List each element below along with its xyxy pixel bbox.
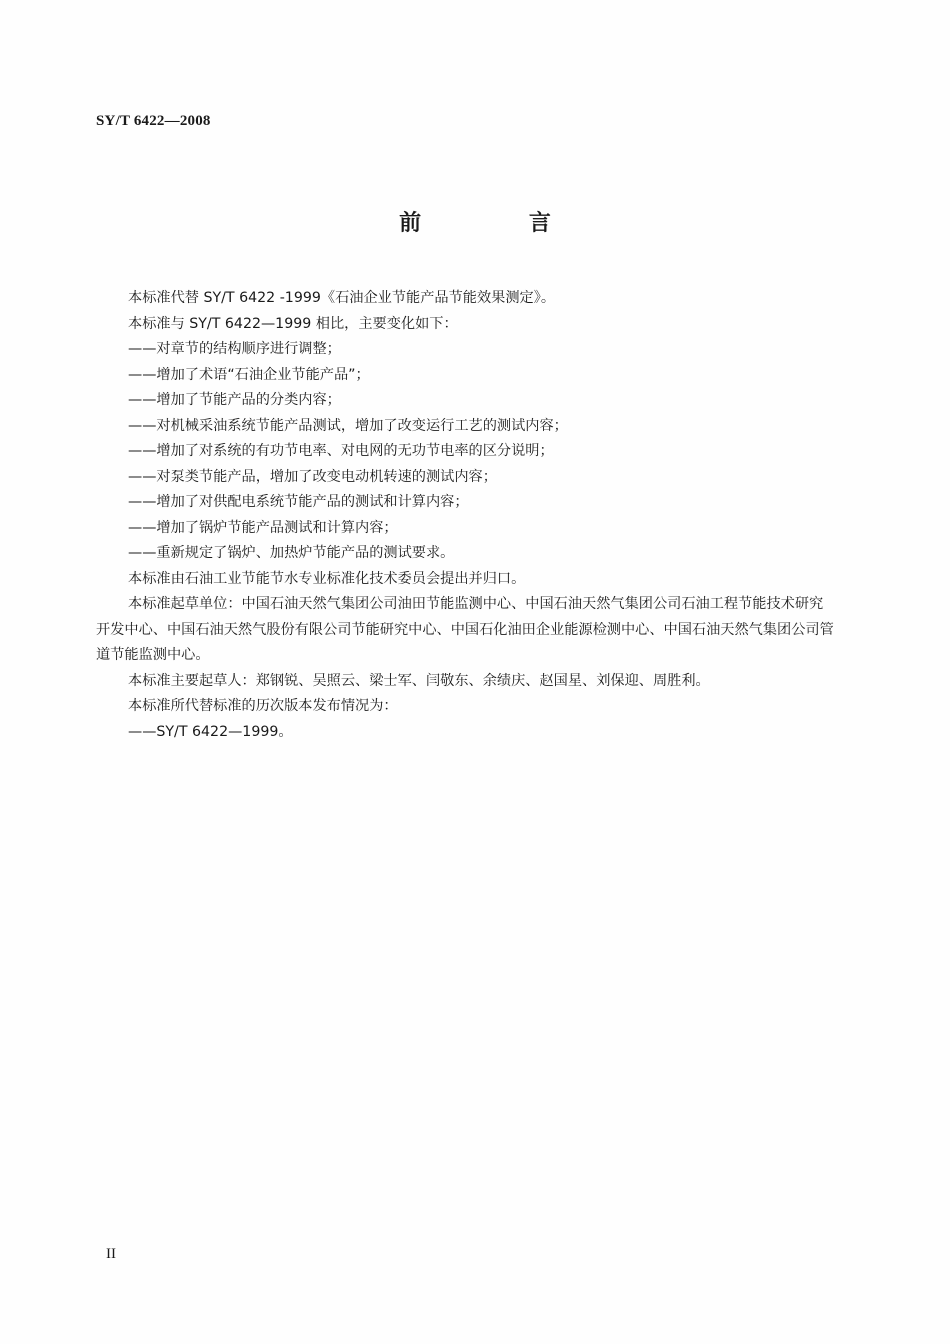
history-item: ——SY/T 6422—1999。: [128, 723, 293, 740]
change-item: ——增加了术语“石油企业节能产品”；: [128, 366, 370, 383]
change-item: ——增加了对供配电系统节能产品的测试和计算内容；: [128, 494, 469, 510]
page-title: 前 言: [399, 211, 601, 236]
change-item: ——重新规定了锅炉、加热炉节能产品的测试要求。: [128, 545, 455, 561]
paragraph-history-intro: 本标准所代替标准的历次版本发布情况为：: [128, 698, 398, 714]
change-item: ——增加了锅炉节能产品测试和计算内容；: [128, 519, 398, 536]
paragraph-changes-intro: 本标准与 SY/T 6422—1999 相比，主要变化如下：: [128, 315, 458, 332]
change-item: ——对章节的结构顺序进行调整；: [128, 341, 341, 357]
paragraph-drafters: 本标准主要起草人：郑钢锐、吴照云、梁士军、闫敬东、余绩庆、赵国星、刘保迎、周胜利。: [128, 672, 710, 689]
change-item: ——对机械采油系统节能产品测试，增加了改变运行工艺的测试内容；: [128, 417, 568, 434]
change-item: ——增加了节能产品的分类内容；: [128, 392, 341, 408]
paragraph-drafting-units: 本标准起草单位：中国石油天然气集团公司油田节能监测中心、中国石油天然气集团公司石油工程节能技术研究开发中心、中国石油天然气股份有限公司节能研究中心、中国石化油田企业能源检测中心、中国石油天然气集团公司管道节能监测中心。: [96, 596, 834, 663]
paragraph-replaces: 本标准代替 SY/T 6422 -1999《石油企业节能产品节能效果测定》。: [128, 290, 556, 306]
change-item: ——对泵类节能产品，增加了改变电动机转速的测试内容；: [128, 468, 497, 485]
paragraph-proposed-by: 本标准由石油工业节能节水专业标准化技术委员会提出并归口。: [128, 570, 526, 587]
standard-code: SY/T 6422—2008: [96, 113, 211, 129]
change-item: ——增加了对系统的有功节电率、对电网的无功节电率的区分说明；: [128, 443, 554, 459]
foreword-body: [96, 286, 836, 745]
page-number: II: [106, 1246, 116, 1262]
